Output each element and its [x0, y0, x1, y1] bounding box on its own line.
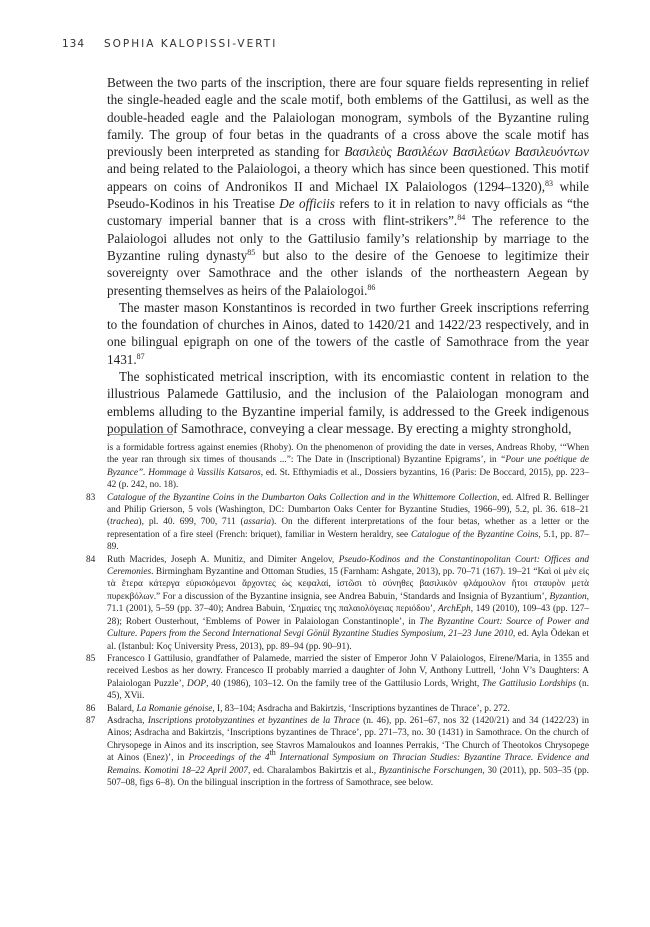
footnote-85: 85 Francesco I Gattilusio, grandfather of Palamede, married the sister of Emperor John V Palaiologos, Eirene/Maria, in 1355 and received Lesbos as her dowry. Francesco II probably married a daughter of John V, Anthony Luttrell, ‘John V’s Daughters: A Palaiologan Puzzle’, DOP, 40 (1986), 103–12. On the family tree of the Gattilusio Lords, Wright, The Gattilusio Lordships (n. 45), XVii.	[86, 653, 589, 702]
footnote-86: 86 Balard, La Romanie génoise, I, 83–104; Asdracha and Bakirtzis, ‘Inscriptions byzantines de Thrace’, p. 272.	[86, 703, 510, 714]
footnote-separator	[107, 434, 173, 435]
page-number: 134	[62, 38, 86, 50]
footnote-ref-86[interactable]: 86	[367, 282, 376, 292]
footnote-continuation: is a formidable fortress against enemies (Rhoby). On the phenomenon of providing the date in verses, Andreas Rhoby, ‘“When the year ran through six times of thousands ...”: The Date in (Inscriptional) Byzantine Epigrams’, in “Pour une poétique de Byzance”. Hommage à Vassilis Katsaros, ed. St. Efthymiadis et al., Dossiers byzantins, 16 (Paris: De Boccard, 2015), pp. 223–42 (p. 242, no. 18).	[107, 443, 590, 491]
footnote-84: 84 Ruth Macrides, Joseph A. Munitiz, and Dimiter Angelov, Pseudo-Kodinos and the Constantinopolitan Court: Offices and Ceremonies. Birmingham Byzantine and Ottoman Studies, 15 (Farnham: Ashgate, 2013), pp. 70–71 (167). 19–21 “Καὶ οἱ μὲν εἰς τὰ ἕτερα κάτεργα εὑρισκόμενοι ἄρχοντες ὡς κεφαλαί, ἱστῶσι τὸ σύνηθες βασιλικὸν φλάμουλον ἤτοι σταυρὸν μετὰ πυρεκβόλων.” For a discussion of the Byzantine insignia, see Andrea Babuin, ‘Standards and Insignia of Byzantium’, Byzantion, 71.1 (2001), 5–59 (pp. 37–40); Andrea Babuin, ‘Σημαίες της παλαιολόγειας περιόδου’, ArchEph, 149 (2010), 109–43 (pp. 127–28); Robert Ousterhout, ‘Emblems of Power in Palaiologan Constantinople’, in The Byzantine Court: Source of Power and Culture. Papers from the Second International Sevgi Gönül Byzantine Studies Symposium, 21–23 June 2010, ed. Ayla Ödekan et al. (Istanbul: Koç University Press, 2013), pp. 89–94 (pp. 90–91).	[86, 554, 589, 652]
footnote-ref-84[interactable]: 84	[457, 213, 466, 223]
footnote-ref-83[interactable]: 83	[545, 178, 554, 188]
main-text	[107, 74, 589, 437]
footnote-ref-85[interactable]: 85	[247, 247, 256, 257]
footnote-number: 87	[86, 715, 96, 726]
greek-title: Βασιλεὺς Βασιλέων Βασιλεύων Βασιλευόντων	[344, 144, 590, 160]
footnote-number: 85	[86, 653, 96, 664]
footnote-83: 83 Catalogue of the Byzantine Coins in the Dumbarton Oaks Collection and in the Whittemore Collection, ed. Alfred R. Bellinger and Philip Grierson, 5 vols (Washington, DC: Dumbarton Oaks Center for Byzantine Studies, 1966–99), 5.2, pl. 36. 618–21 (trachea), pl. 40. 699, 700, 711 (assaria). On the different interpretations of the four betas, whether as a letter or the representation of a fire steel (French: briquet), familiar in Western heraldry, see Catalogue of the Byzantine Coins, 5.1, pp. 87–89.	[86, 492, 590, 553]
footnote-number: 84	[86, 554, 96, 565]
body-paragraph-1: Between the two parts of the inscription, there are four square fields representing in relief the single-headed eagle and the scale motif, both emblems of the Gattilusi, as well as the double-headed eagle and the Palaiologan monogram, symbols of the Byzantine ruling family. The group of four betas in the quadrants of a cross above the scale motif has previously been interpreted as standing for Βασιλεὺς Βασιλέων Βασιλεύων Βασιλευόντων and being related to the Palaiologoi, a theory which has since been questioned. This motif appears on coins of Andronikos II and Michael IX Palaiologos (1294–1320),$^{83}$ while Pseudo-Kodinos in his Treatise De officiis refers to it in relation to navy officials as “the customary imperial banner that is a cross with flint-strikers”.$^{84}$ The reference to the Palaiologoi alludes not only to the Gattilusio family’s relationship by marriage to the Byzantine ruling dynasty$^{85}$ but also to the desire of the Genoese to legitimize their sovereignty over Samothrace and the other islands of the northeastern Aegean by presenting themselves as heirs of the Palaiologoi.$^{86}$	[107, 75, 590, 298]
running-head-author: SOPHIA KALOPISSI-VERTI	[104, 38, 278, 50]
body-paragraph-2: The master mason Konstantinos is recorded in two further Greek inscriptions referring to the foundation of churches in Ainos, dated to 1420/21 and 1422/23 respectively, and in one bilingual epigraph on one of the towers of the castle of Samothrace from the year 1431.87	[107, 299, 589, 367]
footnote-number: 83	[86, 492, 96, 503]
footnote-number: 86	[86, 703, 96, 714]
footnote-87: 87 Asdracha, Inscriptions protobyzantines et byzantines de la Thrace (n. 46), pp. 261–67, nos 32 (1420/21) and 34 (1422/23) in Ainos; Asdracha and Bakirtzis, ‘Inscriptions byzantines de Thrace’, pp. 271–73, no. 30 (1431) in Samothrace. On the church of Chrysopege in Ainos and its inscription, see Stavros Mamaloukos and Ioannes Perrakis, ‘The Church of Theotokos Chrysopege at Ainos (Enez)’, in Proceedings of the 4th International Symposium on Thracian Studies: Byzantine Thrace. Evidence and Remains. Komotini 18–22 April 2007, ed. Charalambos Bakirtzis et al., Byzantinische Forschungen, 30 (2011), pp. 503–35 (pp. 507–08, figs 6–8). On the bilingual inscription in the fortress of Samothrace, see below.	[86, 715, 590, 788]
footnote-ref-87[interactable]: 87	[136, 351, 145, 361]
footnotes	[86, 442, 589, 789]
running-header	[62, 38, 588, 54]
body-paragraph-3: The sophisticated metrical inscription, with its encomiastic content in relation to the illustrious Palamede Gattilusio, and the inclusion of the Palaiologan monogram and emblems alluding to the Byzantine imperial family, is addressed to the Greek indigenous population of Samothrace, conveying a clear message. By erecting a mighty stronghold,	[107, 369, 589, 436]
